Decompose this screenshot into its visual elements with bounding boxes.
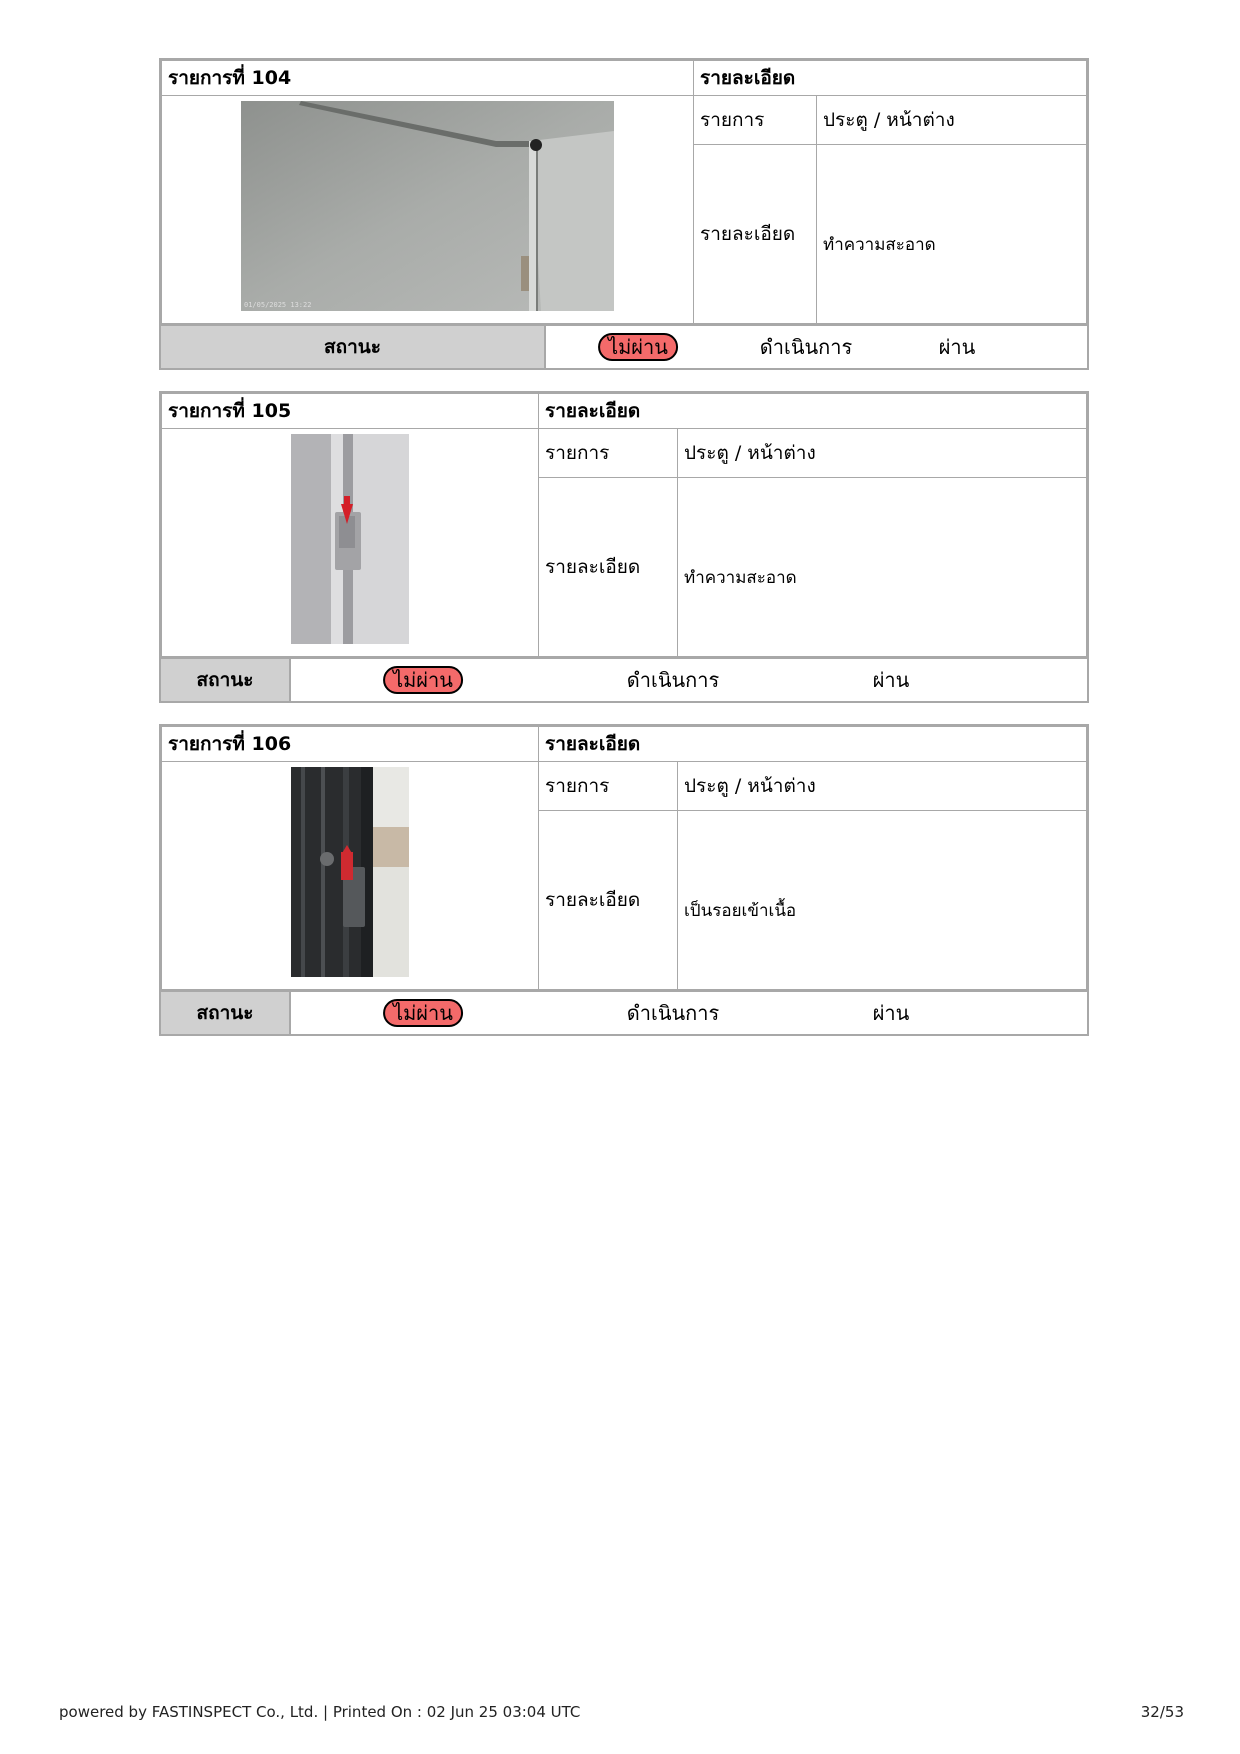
row-value-item: ประตู / หน้าต่าง xyxy=(678,762,1087,811)
photo-cell xyxy=(162,762,539,990)
item-title: รายการที่ 105 xyxy=(162,394,539,429)
row-label-detail: รายละเอียด xyxy=(539,811,678,990)
status-options xyxy=(291,992,1087,1034)
status-fail-option[interactable]: ไม่ผ่าน xyxy=(383,666,463,694)
detail-header: รายละเอียด xyxy=(539,727,1087,762)
row-label-detail: รายละเอียด xyxy=(694,145,817,324)
row-label-detail: รายละเอียด xyxy=(539,478,678,657)
status-pass-option[interactable]: ผ่าน xyxy=(938,335,976,359)
status-in-progress-option[interactable]: ดำเนินการ xyxy=(626,1001,720,1025)
photo-timestamp: 01/05/2025 13:22 xyxy=(244,301,312,309)
status-label: สถานะ xyxy=(161,992,291,1034)
inspection-photo[interactable] xyxy=(291,434,409,644)
row-value-item: ประตู / หน้าต่าง xyxy=(817,96,1087,145)
status-in-progress-option[interactable]: ดำเนินการ xyxy=(626,668,720,692)
footer-powered-by: powered by FASTINSPECT Co., Ltd. | Printed On : 02 Jun 25 03:04 UTC xyxy=(59,1703,581,1721)
item-title: รายการที่ 104 xyxy=(162,61,694,96)
status-in-progress-option[interactable]: ดำเนินการ xyxy=(759,335,853,359)
status-row xyxy=(161,324,1087,368)
status-pass-option[interactable]: ผ่าน xyxy=(872,668,910,692)
status-options xyxy=(546,326,1087,368)
inspection-card-105 xyxy=(159,391,1089,703)
status-fail-option[interactable]: ไม่ผ่าน xyxy=(383,999,463,1027)
status-pass-option[interactable]: ผ่าน xyxy=(872,1001,910,1025)
inspection-photo[interactable] xyxy=(291,767,409,977)
item-title: รายการที่ 106 xyxy=(162,727,539,762)
status-label: สถานะ xyxy=(161,326,546,368)
row-value-detail: ทำความสะอาด xyxy=(678,478,1087,657)
photo-cell xyxy=(162,429,539,657)
detail-header: รายละเอียด xyxy=(539,394,1087,429)
inspection-card-106 xyxy=(159,724,1089,1036)
status-options xyxy=(291,659,1087,701)
footer-page-number: 32/53 xyxy=(1140,1703,1184,1721)
inspection-card-104 xyxy=(159,58,1089,370)
row-label-item: รายการ xyxy=(539,429,678,478)
row-label-item: รายการ xyxy=(539,762,678,811)
row-value-detail: เป็นรอยเข้าเนื้อ xyxy=(678,811,1087,990)
row-label-item: รายการ xyxy=(694,96,817,145)
inspection-photo[interactable] xyxy=(241,101,614,311)
status-fail-option[interactable]: ไม่ผ่าน xyxy=(598,333,678,361)
row-value-detail: ทำความสะอาด xyxy=(817,145,1087,324)
row-value-item: ประตู / หน้าต่าง xyxy=(678,429,1087,478)
status-label: สถานะ xyxy=(161,659,291,701)
status-row xyxy=(161,990,1087,1034)
photo-cell xyxy=(162,96,694,324)
status-row xyxy=(161,657,1087,701)
detail-header: รายละเอียด xyxy=(694,61,1087,96)
